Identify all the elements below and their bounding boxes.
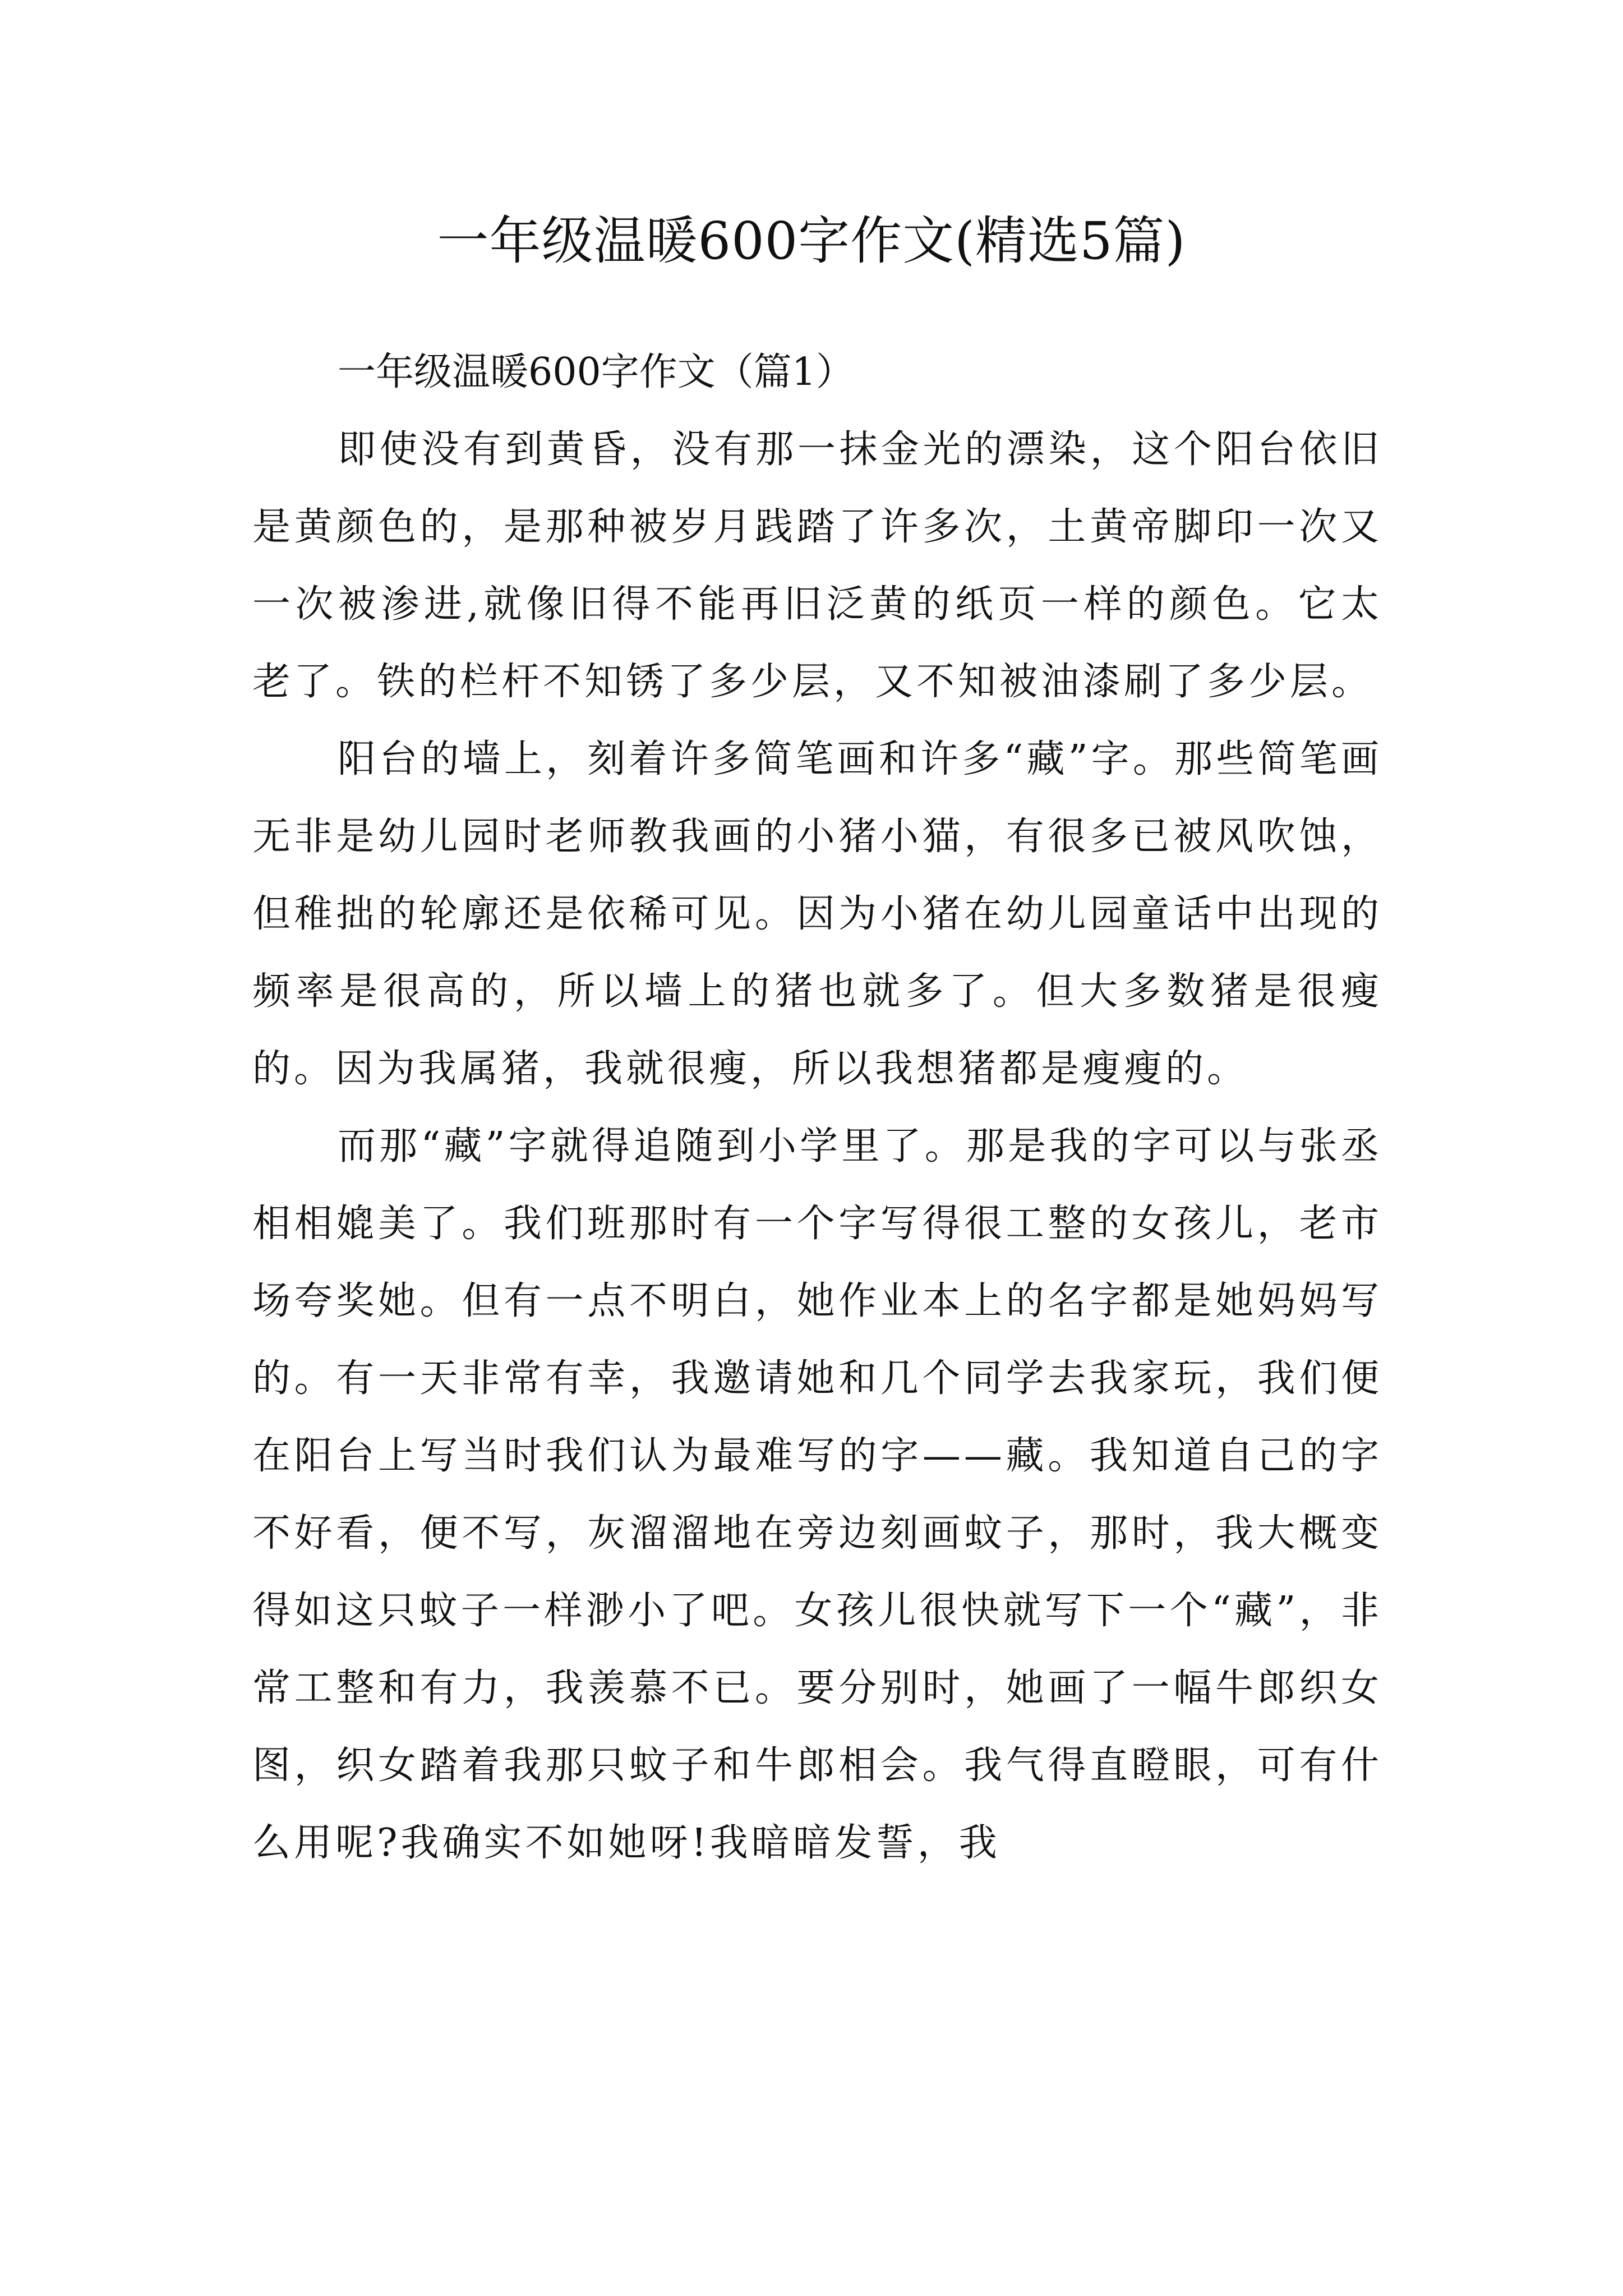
paragraph: 阳台的墙上，刻着许多简笔画和许多“藏”字。那些简笔画无非是幼儿园时老师教我画的小猪小猫，有很多已被风吹蚀，但稚拙的轮廓还是依稀可见。因为小猪在幼儿园童话中出现的频率是很高的，所以墙上的猪也就多了。但大多数猪是很瘦的。因为我属猪，我就很瘦，所以我想猪都是瘦瘦的。 [252,737,1382,1091]
document-title: 一年级温暖600字作文(精选5篇) [437,211,1186,271]
paragraph: 即使没有到黄昏，没有那一抹金光的漂染，这个阳台依旧是黄颜色的，是那种被岁月践踏了许多次，土黄帝脚印一次又一次被渗进,就像旧得不能再旧泛黄的纸页一样的颜色。它太老了。铁的栏杆不知锈了多少层，又不知被油漆刷了多少层。 [252,427,1382,704]
section-heading: 一年级温暖600字作文（篇1） [338,350,855,394]
document-body [252,334,1382,1882]
paragraph: 而那“藏”字就得追随到小学里了。那是我的字可以与张丞相相媲美了。我们班那时有一个字写得很工整的女孩儿，老市场夸奖她。但有一点不明白，她作业本上的名字都是她妈妈写的。有一天非常有幸，我邀请她和几个同学去我家玩，我们便在阳台上写当时我们认为最难写的字——藏。我知道自己的字不好看，便不写，灰溜溜地在旁边刻画蚊子，那时，我大概变得如这只蚊子一样渺小了吧。女孩儿很快就写下一个“藏”，非常工整和有力，我羡慕不已。要分别时，她画了一幅牛郎织女图，织女踏着我那只蚊子和牛郎相会。我气得直瞪眼，可有什么用呢?我确实不如她呀!我暗暗发誓，我 [252,1124,1382,1865]
